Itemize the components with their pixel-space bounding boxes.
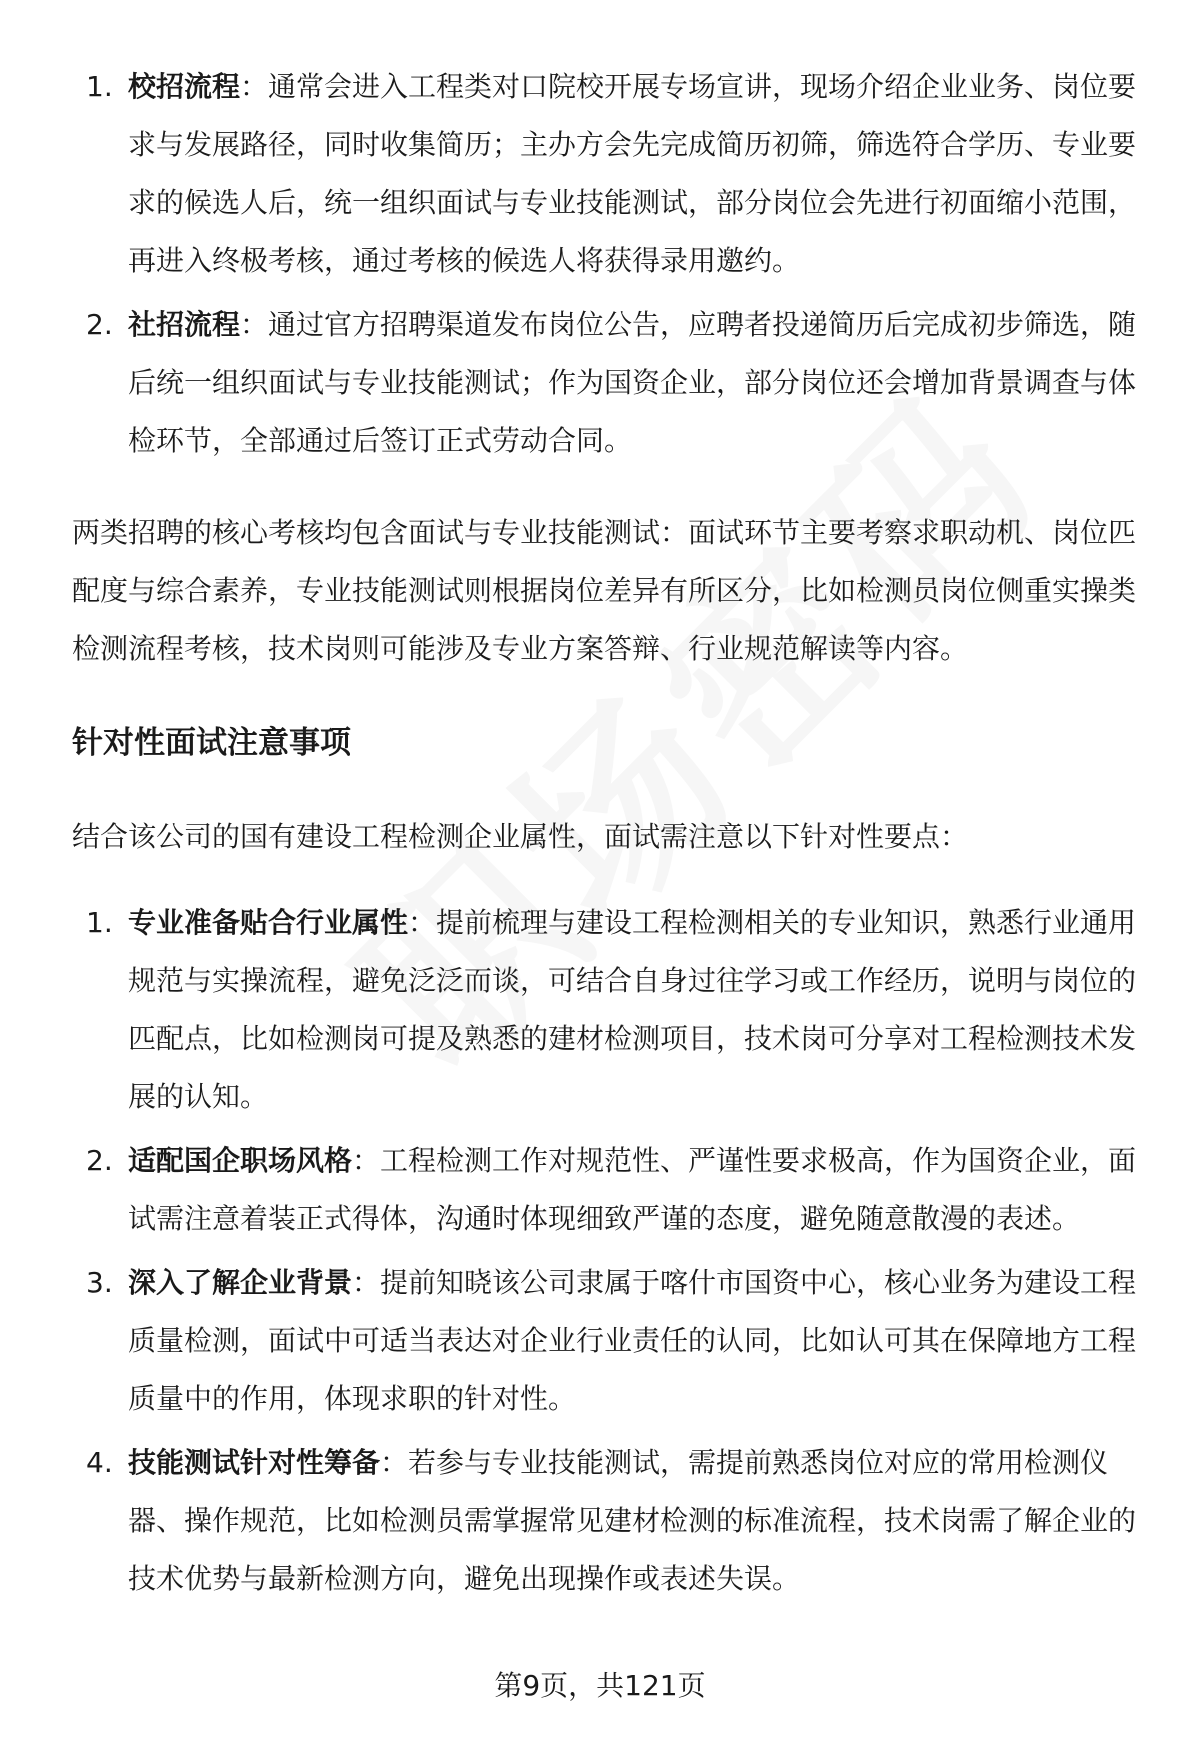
list-item-title: 技能测试针对性筹备 — [128, 1446, 381, 1479]
list-item-text: ：通过官方招聘渠道发布岗位公告，应聘者投递简历后完成初步筛选，随后统一组织面试与专业技能测试；作为国资企业，部分岗位还会增加背景调查与体检环节，全部通过后签订正式劳动合同。 — [128, 308, 1137, 457]
list-item-number: 3. — [86, 1266, 113, 1299]
list-item — [72, 1254, 1142, 1428]
list-item — [72, 1132, 1142, 1248]
list-item — [72, 58, 1142, 290]
list-item-number: 1. — [86, 906, 113, 939]
list-item-title: 适配国企职场风格 — [128, 1144, 353, 1177]
list-item — [72, 296, 1142, 470]
list-item — [72, 894, 1142, 1126]
page-content — [72, 58, 1142, 1614]
list-item-title: 专业准备贴合行业属性 — [128, 906, 409, 939]
list-item-number: 2. — [86, 308, 113, 341]
list-item-number: 1. — [86, 70, 113, 103]
section-heading: 针对性面试注意事项 — [72, 725, 351, 761]
intro-paragraph: 结合该公司的国有建设工程检测企业属性，面试需注意以下针对性要点： — [72, 820, 969, 853]
list-item-title: 社招流程 — [128, 308, 241, 341]
list-item-text: ：工程检测工作对规范性、严谨性要求极高，作为国资企业，面试需注意着装正式得体，沟通时体现细致严谨的态度，避免随意散漫的表述。 — [128, 1144, 1137, 1235]
list-item-text: ：提前知晓该公司隶属于喀什市国资中心，核心业务为建设工程质量检测，面试中可适当表达对企业行业责任的认同，比如认可其在保障地方工程质量中的作用，体现求职的针对性。 — [128, 1266, 1137, 1415]
summary-paragraph: 两类招聘的核心考核均包含面试与专业技能测试：面试环节主要考察求职动机、岗位匹配度与综合素养，专业技能测试则根据岗位差异有所区分，比如检测员岗位侧重实操类检测流程考核，技术岗则可能涉及专业方案答辩、行业规范解读等内容。 — [72, 516, 1137, 665]
list-item-text: ：提前梳理与建设工程检测相关的专业知识，熟悉行业通用规范与实操流程，避免泛泛而谈，可结合自身过往学习或工作经历，说明与岗位的匹配点，比如检测岗可提及熟悉的建材检测项目，技术岗可分享对工程检测技术发展的认知。 — [128, 906, 1137, 1113]
list-item — [72, 1434, 1142, 1608]
list-item-number: 4. — [86, 1446, 113, 1479]
list-item-title: 校招流程 — [128, 70, 241, 103]
list-item-number: 2. — [86, 1144, 113, 1177]
list-item-title: 深入了解企业背景 — [128, 1266, 353, 1299]
list-item-text: ：通常会进入工程类对口院校开展专场宣讲，现场介绍企业业务、岗位要求与发展路径，同时收集简历；主办方会先完成简历初筛，筛选符合学历、专业要求的候选人后，统一组织面试与专业技能测试，部分岗位会先进行初面缩小范围，再进入终极考核，通过考核的候选人将获得录用邀约。 — [128, 70, 1137, 277]
list-item-text: ：若参与专业技能测试，需提前熟悉岗位对应的常用检测仪器、操作规范，比如检测员需掌握常见建材检测的标准流程，技术岗需了解企业的技术优势与最新检测方向，避免出现操作或表述失误。 — [128, 1446, 1137, 1595]
recruitment-process-list — [72, 58, 1142, 470]
page-number-footer: 第9页，共121页 — [494, 1669, 706, 1702]
interview-tips-list — [72, 894, 1142, 1608]
